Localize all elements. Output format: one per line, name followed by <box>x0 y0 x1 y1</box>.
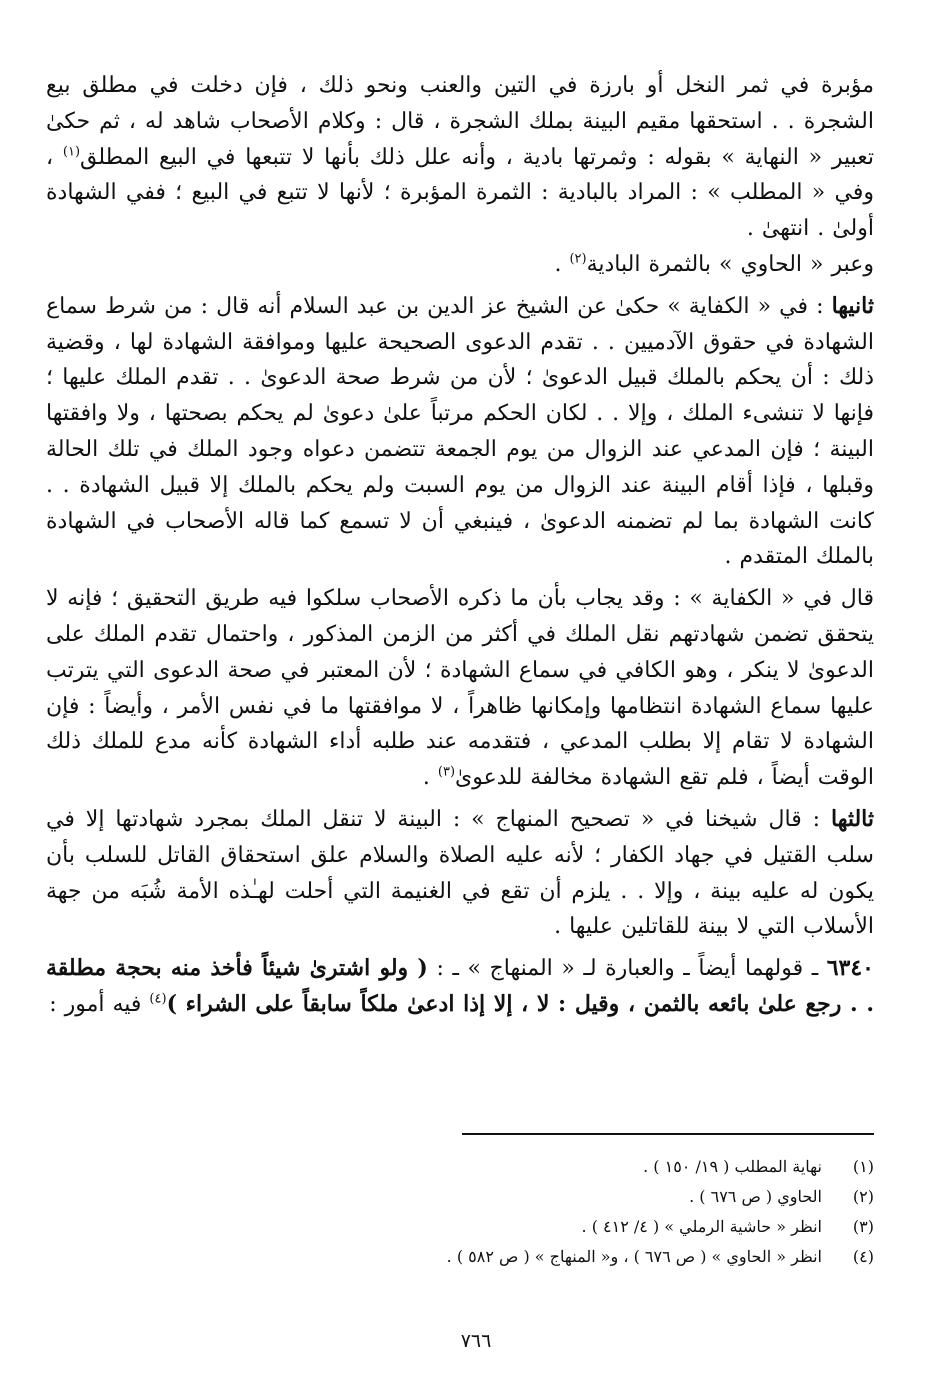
footnote-text: الحاوي ( ص ٦٧٦ ) . <box>689 1187 822 1206</box>
footnote-text: انظر « الحاوي » ( ص ٦٧٦ ) ، و« المنهاج » ( ص ٥٨٢ ) . <box>446 1247 822 1266</box>
footnote-text: انظر « حاشية الرملي » ( ٤/ ٤١٢ ) . <box>581 1217 822 1236</box>
footnote-4 <box>46 1242 874 1272</box>
footnote-ref-1: (١) <box>62 144 81 160</box>
paragraph-text: قال في « الكفاية » : وقد يجاب بأن ما ذكره الأصحاب سلكوا فيه طريق التحقيق ؛ فإنه لا يتحقق تضمن شهادتهم نقل الملك في أكثر من الزمن المذكور ، واحتمال تقدم الملك على الدعوىٰ لا ينكر ، وهو الكافي في سماع الشهادة ؛ لأن المعتبر في صحة الدعوى التي يترتب عليها سماع الشهادة انتظامها وإمكانها ظاهراً ، لا موافقتها ما في نفس الأمر ، وأيضاً : فإن الشهادة لا تقام إلا بطلب المدعي ، فتقدمه عند طلبه أداء الشهادة كأنه مدع للملك ذلك الوقت أيضاً ، فلم تقع الشهادة مخالفة للدعوىٰ <box>46 586 874 791</box>
paragraph-2 <box>46 247 874 283</box>
page-number: ٧٦٦ <box>460 1330 492 1352</box>
footnote-number: (٤) <box>852 1247 874 1266</box>
footnote-separator <box>462 1133 874 1135</box>
entry-number: ٦٣٤٠ <box>826 955 874 982</box>
footnote-ref-2: (٢) <box>569 251 587 267</box>
paragraph-4 <box>46 581 874 796</box>
footnote-text: نهاية المطلب ( ١٩/ ١٥٠ ) . <box>643 1157 822 1176</box>
entry-tail: فيه أمور : <box>49 991 150 1017</box>
footnote-number: (٣) <box>852 1217 874 1236</box>
footnotes <box>46 1152 874 1272</box>
main-text <box>46 68 874 1023</box>
paragraph-3 <box>46 289 874 575</box>
footnote-2 <box>46 1182 874 1212</box>
paragraph-text-continued: . <box>422 765 438 791</box>
paragraph-text: : قال شيخنا في « تصحيح المنهاج » : البينة لا تنقل الملك بمجرد شهادتها إلا في سلب القتيل في جهاد الكفار ؛ لأنه عليه الصلاة والسلام علق استحقاق القاتل للسلب بأن يكون له عليه بينة ، وإلا . . يلزم أن تقع في الغنيمة التي أحلت لهـٰذه الأمة شُبَه من جهة الأسلاب التي لا بينة للقاتلين عليها . <box>46 806 874 940</box>
paragraph-lead-word: ثانيها <box>831 292 874 319</box>
paragraph-text-continued: . <box>554 251 570 277</box>
footnote-ref-3: (٣) <box>437 764 456 780</box>
paragraph-text-continued: ، وفي « المطلب » : المراد بالبادية : الثمرة المؤبرة ؛ لأنها لا تتبع في البيع ؛ ففي الشهادة أولىٰ . انتهىٰ . <box>46 144 874 242</box>
paragraph-text: مؤبرة في ثمر النخل أو بارزة في التين والعنب ونحو ذلك ، فإن دخلت في مطلق بيع الشجرة . . استحقها مقيم البينة بملك الشجرة ، قال : وكلام الأصحاب شاهد له ، ثم حكىٰ تعبير « النهاية » بقوله : وثمرتها بادية ، وأنه علل ذلك بأنها لا تتبعها في البيع المطلق <box>46 73 874 170</box>
footnote-number: (١) <box>852 1157 874 1176</box>
paragraph-1 <box>46 68 874 247</box>
footnote-ref-4: (٤) <box>149 991 167 1007</box>
entry-quote: ( ولو اشترىٰ شيئاً فأخذ منه بحجة مطلقة . . رجع علىٰ بائعه بالثمن ، وقيل : لا ، إلا إذا ادعىٰ ملكاً سابقاً على الشراء ) <box>46 955 874 1017</box>
paragraph-lead-word: ثالثها <box>830 805 874 832</box>
paragraph-5 <box>46 802 874 945</box>
entry-intro: ـ قولهما أيضاً ـ والعبارة لـ « المنهاج » ـ : <box>427 956 827 982</box>
paragraph-text: : في « الكفاية » حكىٰ عن الشيخ عز الدين بن عبد السلام أنه قال : من شرط سماع الشهادة في حقوق الآدميين . . تقدم الدعوى الصحيحة عليها وموافقة الشهادة لها ، وقضية ذلك : أن يحكم بالملك قبيل الدعوىٰ ؛ لأن من شرط صحة الدعوىٰ . . تقدم الملك عليها ؛ فإنها لا تنشىء الملك ، وإلا . . لكان الحكم مرتباً علىٰ دعوىٰ لم يحكم بصحتها ، ولا وافقتها البينة ؛ فإن المدعي عند الزوال من يوم الجمعة تتضمن دعواه وجود الملك في تلك الحالة وقبلها ، فإذا أقام البينة عند الزوال من يوم السبت ولم يحكم بالملك إلا قبيل الشهادة . . كانت الشهادة بما لم تضمنه الدعوىٰ ، فينبغي أن لا تسمع كما قاله الأصحاب في الشهادة بالملك المتقدم . <box>46 293 874 570</box>
paragraph-text: وعبر « الحاوي » بالثمرة البادية <box>586 251 874 277</box>
entry-heading <box>46 951 874 1023</box>
footnote-number: (٢) <box>852 1187 874 1206</box>
footnote-3 <box>46 1212 874 1242</box>
footnote-1 <box>46 1152 874 1182</box>
